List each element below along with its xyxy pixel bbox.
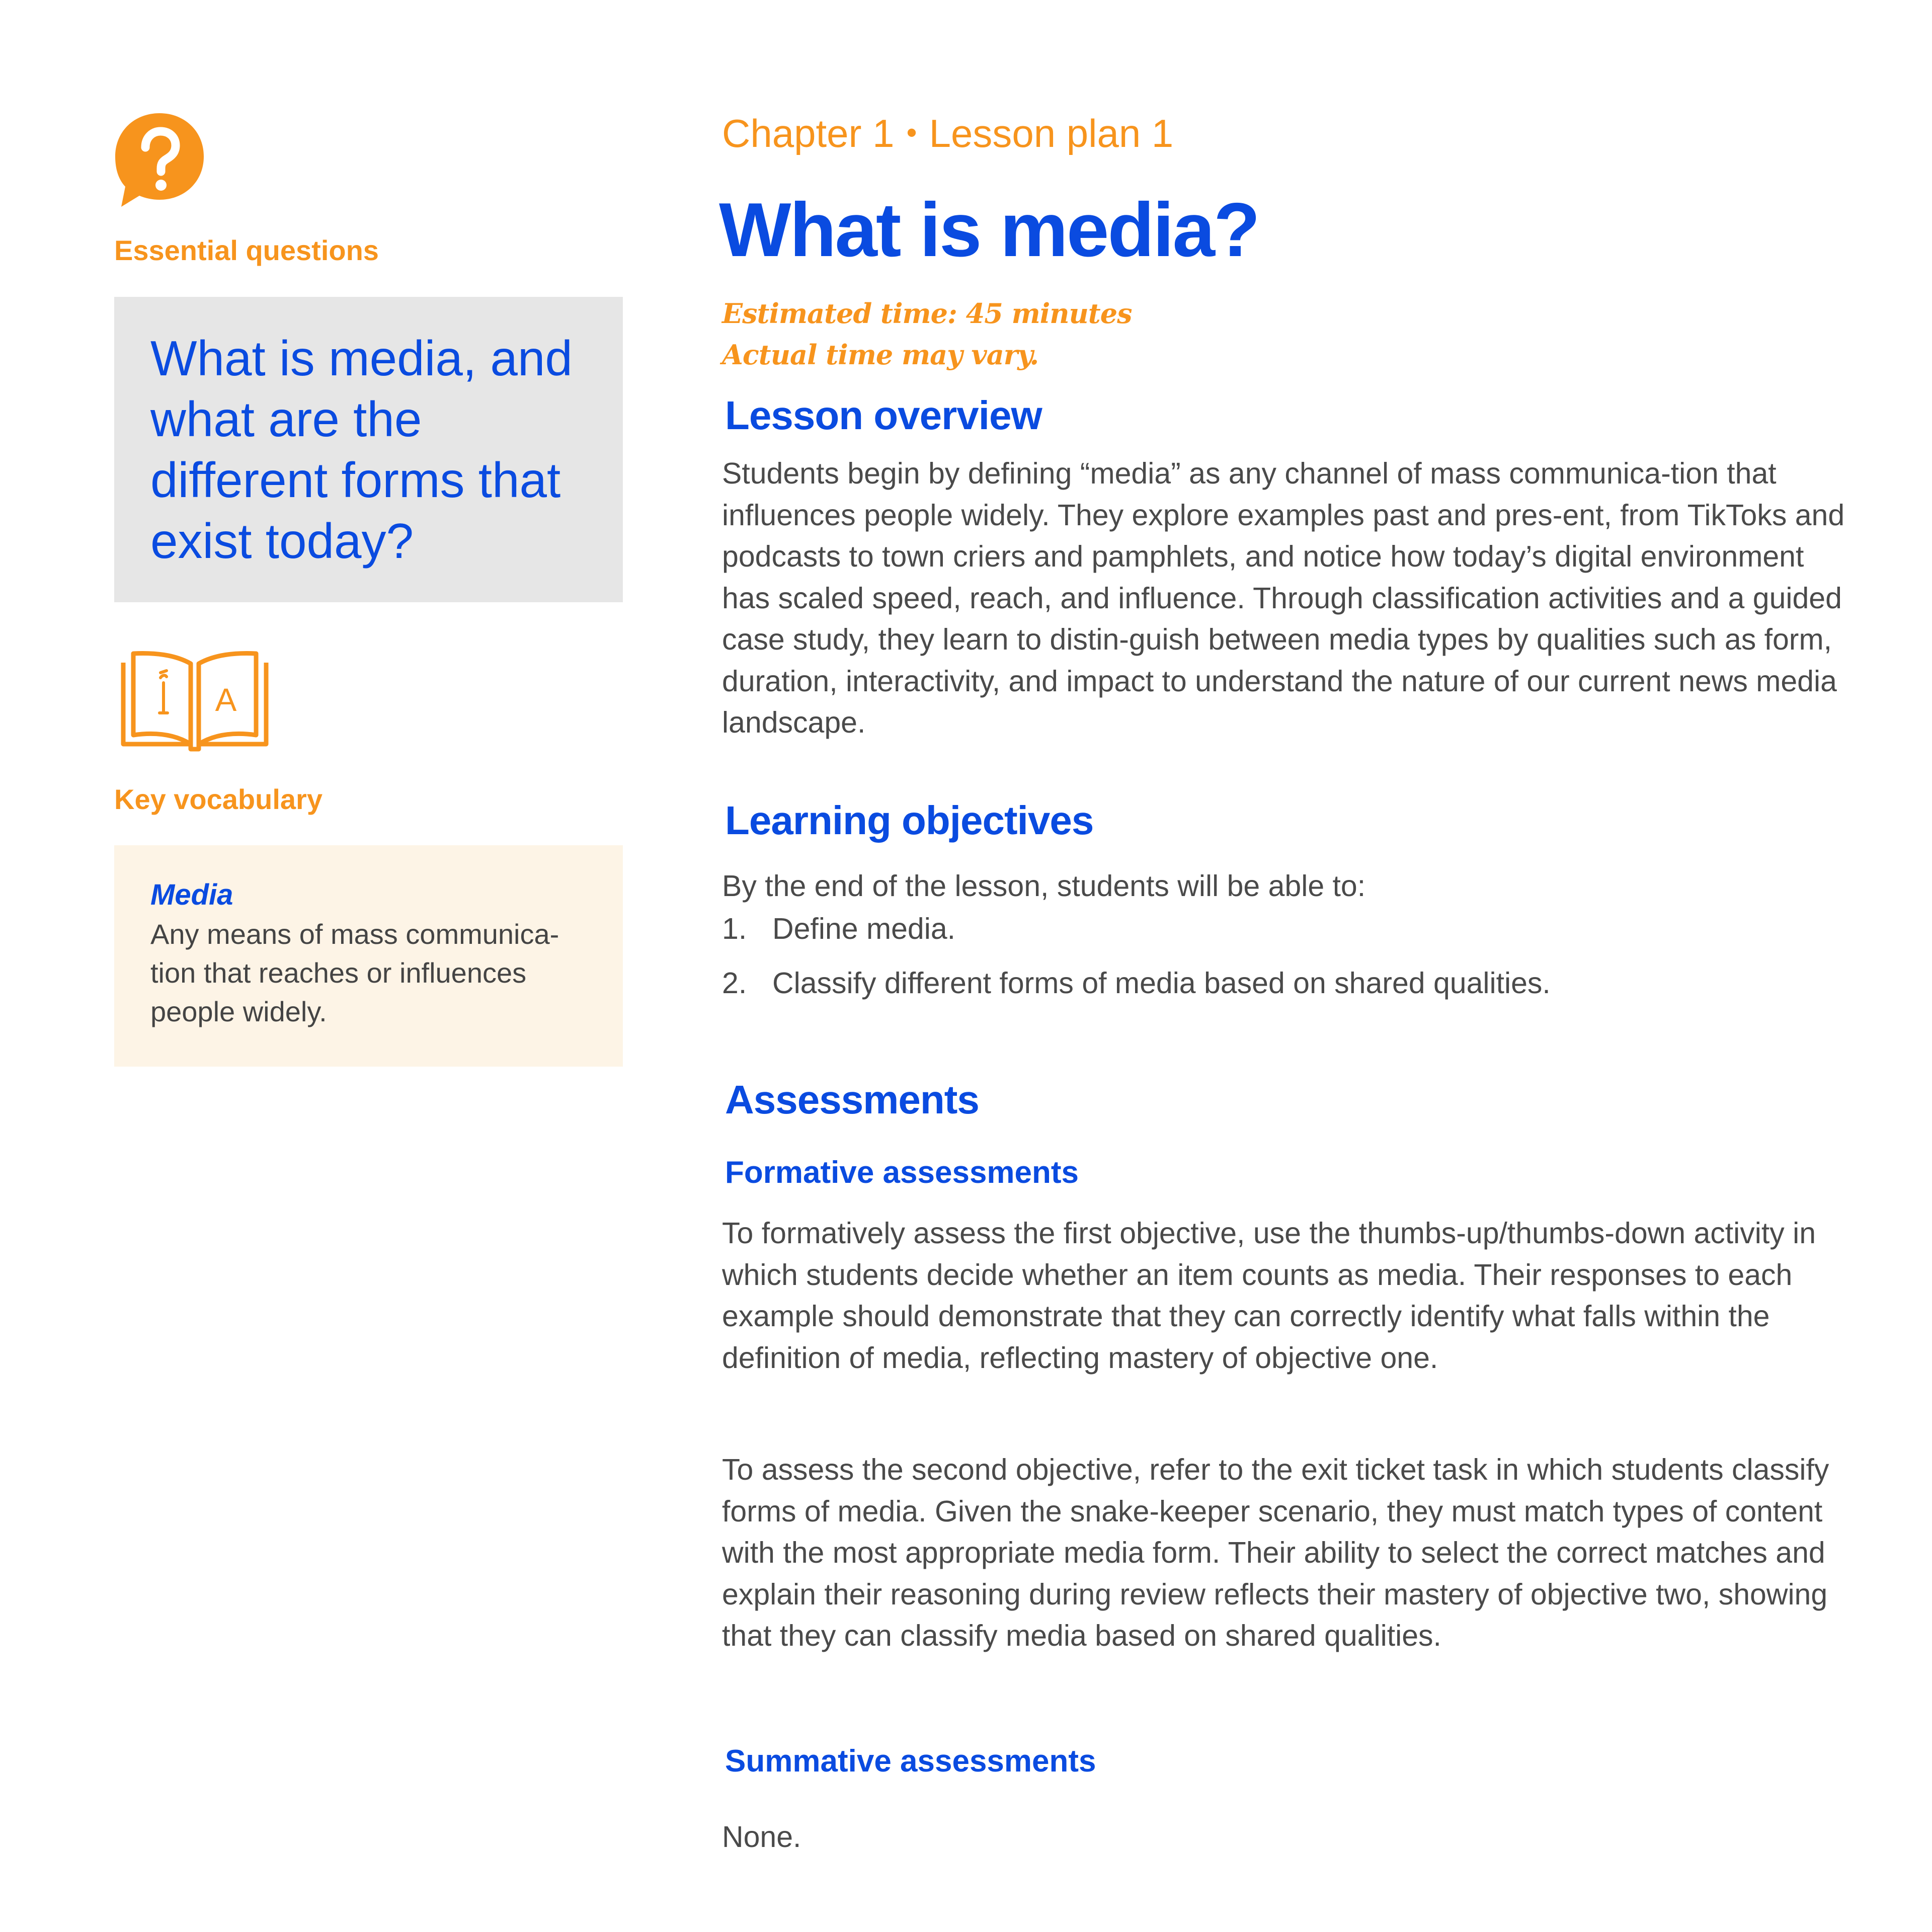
vocabulary-definition: Any means of mass communica-tion that reaches or influences people widely. bbox=[150, 918, 559, 1027]
objectives-intro: By the end of the lesson, students will be able to: bbox=[722, 869, 1366, 903]
summative-heading: Summative assessments bbox=[725, 1744, 1096, 1779]
vocabulary-box bbox=[114, 845, 623, 1067]
overview-heading: Lesson overview bbox=[725, 393, 1042, 438]
overview-body: Students begin by defining “media” as any channel of mass communica-tion that influences people widely. They explore examples past and pres-ent, from TikToks and podcasts to town criers and pamphlets, and notice how today’s digital environment has scaled speed, reach, and influence. Through classification activities and a guided case study, they learn to distin-guish between media types by qualities such as form, duration, interactivity, and impact to understand the nature of our current news media landscape. bbox=[722, 457, 1845, 739]
list-item bbox=[722, 908, 1551, 962]
vocabulary-term: Media bbox=[150, 878, 233, 911]
essential-question-box bbox=[114, 297, 623, 602]
breadcrumb-separator: • bbox=[906, 116, 917, 149]
objectives-list bbox=[722, 908, 1551, 1017]
list-item-number: 1. bbox=[722, 912, 747, 945]
list-item bbox=[722, 962, 1551, 1017]
assessments-heading: Assessments bbox=[725, 1077, 979, 1122]
question-speech-bubble-icon bbox=[114, 112, 205, 208]
list-item-text: Define media. bbox=[772, 912, 956, 945]
list-item-text: Classify different forms of media based on shared qualities. bbox=[772, 967, 1551, 1000]
estimated-time bbox=[722, 293, 1132, 375]
breadcrumb bbox=[722, 111, 1173, 156]
lesson-label: Lesson plan 1 bbox=[929, 111, 1174, 155]
objectives-heading: Learning objectives bbox=[725, 798, 1094, 843]
formative-paragraph-2: To assess the second objective, refer to the exit ticket task in which students classify forms of media. Given the snake-keeper scenario, they must match types of content with the most appropriate media form. Their ability to select the correct matches and explain their reasoning during review reflects their mastery of objective two, showing that they can classify media based on shared qualities. bbox=[722, 1453, 1829, 1652]
open-book-icon bbox=[114, 649, 275, 754]
essential-question-text: What is media, and what are the different forms that exist today? bbox=[150, 331, 573, 569]
formative-paragraph-1: To formatively assess the first objective, use the thumbs-up/thumbs-down activity in which students decide whether an item counts as media. Their responses to each example should demonstrate that they can correctly identify what falls within the definition of media, reflecting mastery of objective one. bbox=[722, 1217, 1816, 1375]
chapter-label: Chapter 1 bbox=[722, 111, 895, 155]
list-item-number: 2. bbox=[722, 967, 747, 1000]
essential-questions-label: Essential questions bbox=[114, 234, 379, 266]
time-note: Actual time may vary. bbox=[722, 339, 1039, 371]
key-vocabulary-label: Key vocabulary bbox=[114, 783, 323, 815]
svg-text:A: A bbox=[215, 682, 237, 718]
summative-body: None. bbox=[722, 1820, 801, 1854]
estimated-time-text: Estimated time: 45 minutes bbox=[722, 297, 1132, 330]
formative-heading: Formative assessments bbox=[725, 1155, 1079, 1190]
page-title: What is media? bbox=[719, 187, 1259, 273]
